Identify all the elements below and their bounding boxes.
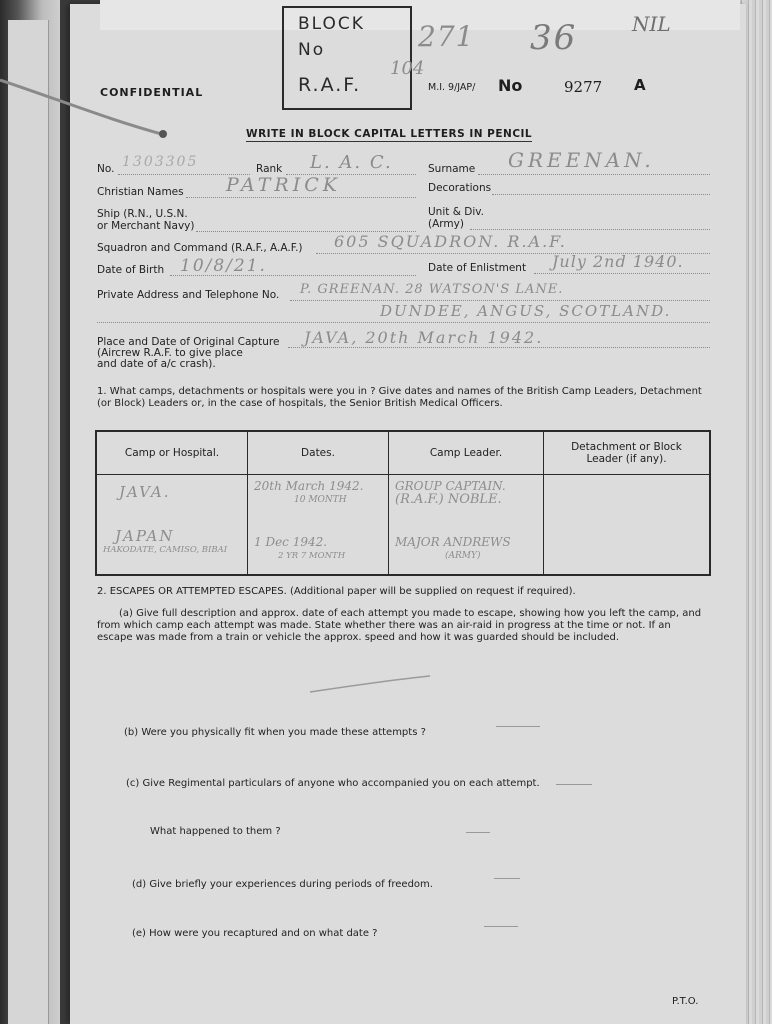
header-dates: Dates. — [248, 431, 389, 475]
capture-label-1: Place and Date of Original Capture — [97, 336, 280, 348]
camp-cell — [96, 475, 248, 525]
no-label: No. — [97, 163, 115, 175]
header-camp-leader: Camp Leader. — [389, 431, 544, 475]
q1-text-line-2: (or Block) Leaders or, in the case of hospitals, the Senior British Medical Officers. — [97, 398, 503, 409]
q2-d-dash — [494, 878, 520, 879]
dates-sub: 2 YR 7 MONTH — [278, 550, 346, 561]
leader-cell — [389, 525, 544, 575]
q2-a-line-3: escape was made from a train or vehicle the approx. speed and how it was guarded should be included. — [97, 632, 620, 643]
rank-label: Rank — [256, 163, 283, 175]
dob-label: Date of Birth — [97, 264, 165, 276]
stamp-line-3: R.A.F. — [298, 74, 362, 96]
christian-names-label: Christian Names — [97, 186, 184, 198]
dates-value: 20th March 1942. — [254, 479, 364, 493]
q2-c2-dash — [466, 832, 490, 833]
unit-label-2: (Army) — [428, 218, 464, 230]
camp-table-header-row — [96, 431, 710, 475]
q2-heading: 2. ESCAPES OR ATTEMPTED ESCAPES. (Additional paper will be supplied on request if required). — [97, 586, 576, 597]
header-detachment-leader — [544, 431, 711, 475]
stamp-scrawl: 104 — [390, 58, 425, 79]
q2-d-text: (d) Give briefly your experiences during periods of freedom. — [132, 879, 433, 890]
leader-value: GROUP CAPTAIN. — [395, 479, 506, 493]
leader-sub: (ARMY) — [445, 550, 481, 561]
detachment-cell — [544, 525, 711, 575]
christian-names-value: PATRICK — [226, 174, 341, 196]
enlistment-value: July 2nd 1940. — [552, 252, 684, 271]
dates-sub: 10 MONTH — [294, 495, 347, 505]
form-number: 9277 — [564, 78, 603, 96]
instruction-heading: WRITE IN BLOCK CAPITAL LETTERS IN PENCIL — [246, 128, 533, 140]
camp-value: JAVA. — [119, 483, 171, 501]
form-suffix: A — [634, 76, 646, 94]
dob-value: 10/8/21. — [180, 256, 267, 276]
detachment-cell — [544, 475, 711, 525]
camp-cell — [96, 525, 248, 575]
tag-string — [0, 60, 180, 150]
top-hand-nil: NIL — [632, 12, 671, 36]
unit-label-1: Unit & Div. — [428, 206, 484, 218]
header-detachment-text: Detachment or Block Leader (if any). — [571, 441, 682, 465]
capture-label-3: and date of a/c crash). — [97, 358, 216, 370]
ship-label-2: or Merchant Navy) — [97, 220, 195, 232]
stamp-line-2: No — [298, 40, 326, 60]
header-camp: Camp or Hospital. — [96, 431, 248, 475]
top-hand-number-2: 36 — [530, 18, 578, 58]
capture-value: JAVA, 20th March 1942. — [304, 328, 544, 347]
table-row — [96, 475, 710, 525]
camp-table — [95, 430, 711, 576]
address-label: Private Address and Telephone No. — [97, 289, 280, 301]
q1-text-line-1: 1. What camps, detachments or hospitals were you in ? Give dates and names of the British Camp Leaders, Detachment — [97, 386, 702, 397]
camp-sub: HAKODATE, CAMISO, BIBAI — [103, 544, 228, 555]
q2-c2-text: What happened to them ? — [150, 826, 281, 837]
confidential-label: CONFIDENTIAL — [100, 86, 204, 99]
capture-label-2: (Aircrew R.A.F. to give place — [97, 347, 243, 359]
service-number-value: 1303305 — [122, 154, 199, 170]
q2-c-text: (c) Give Regimental particulars of anyone who accompanied you on each attempt. — [126, 778, 540, 789]
table-row — [96, 525, 710, 575]
leader-value: MAJOR ANDREWS — [395, 534, 511, 549]
number-label: No — [498, 76, 523, 95]
q2-a-line-1: (a) Give full description and approx. date of each attempt you made to escape, showing how you left the camp, and — [119, 608, 702, 619]
q2-a-line-2: from which camp each attempt was made. State whether there was an air-raid in progress at the time or not. If an — [97, 620, 671, 631]
squadron-label: Squadron and Command (R.A.F., A.A.F.) — [97, 242, 303, 254]
enlistment-label: Date of Enlistment — [428, 262, 527, 274]
dates-cell — [248, 525, 389, 575]
surname-value: GREENAN. — [508, 148, 655, 172]
decorations-label: Decorations — [428, 182, 492, 194]
mi-ref: M.I. 9/JAP/ — [428, 82, 476, 93]
camp-value: JAPAN — [115, 526, 175, 545]
q2-a-paragraph — [97, 608, 717, 644]
q2-b-dash — [496, 726, 540, 727]
q2-e-dash — [484, 926, 518, 927]
squadron-value: 605 SQUADRON. R.A.F. — [334, 232, 567, 251]
binder-left-page — [8, 20, 49, 1024]
leader-cell — [389, 475, 544, 525]
dates-value: 1 Dec 1942. — [254, 534, 328, 549]
stamp-line-1: BLOCK — [298, 14, 365, 34]
ship-label-1: Ship (R.N., U.S.N. — [97, 208, 188, 220]
q2-c-dash — [556, 784, 592, 785]
address-line-1: P. GREENAN. 28 WATSON'S LANE. — [300, 282, 564, 297]
leader-sub: (R.A.F.) NOBLE. — [395, 492, 502, 507]
address-line-2: DUNDEE, ANGUS, SCOTLAND. — [380, 302, 672, 320]
surname-label: Surname — [428, 163, 476, 175]
pencil-stroke — [300, 670, 440, 700]
q2-e-text: (e) How were you recaptured and on what date ? — [132, 928, 378, 939]
rank-value: L. A. C. — [310, 152, 393, 173]
dates-cell — [248, 475, 389, 525]
q2-b-text: (b) Were you physically fit when you made these attempts ? — [124, 727, 426, 738]
top-hand-number-1: 271 — [418, 20, 475, 53]
pto-label: P.T.O. — [672, 996, 699, 1007]
